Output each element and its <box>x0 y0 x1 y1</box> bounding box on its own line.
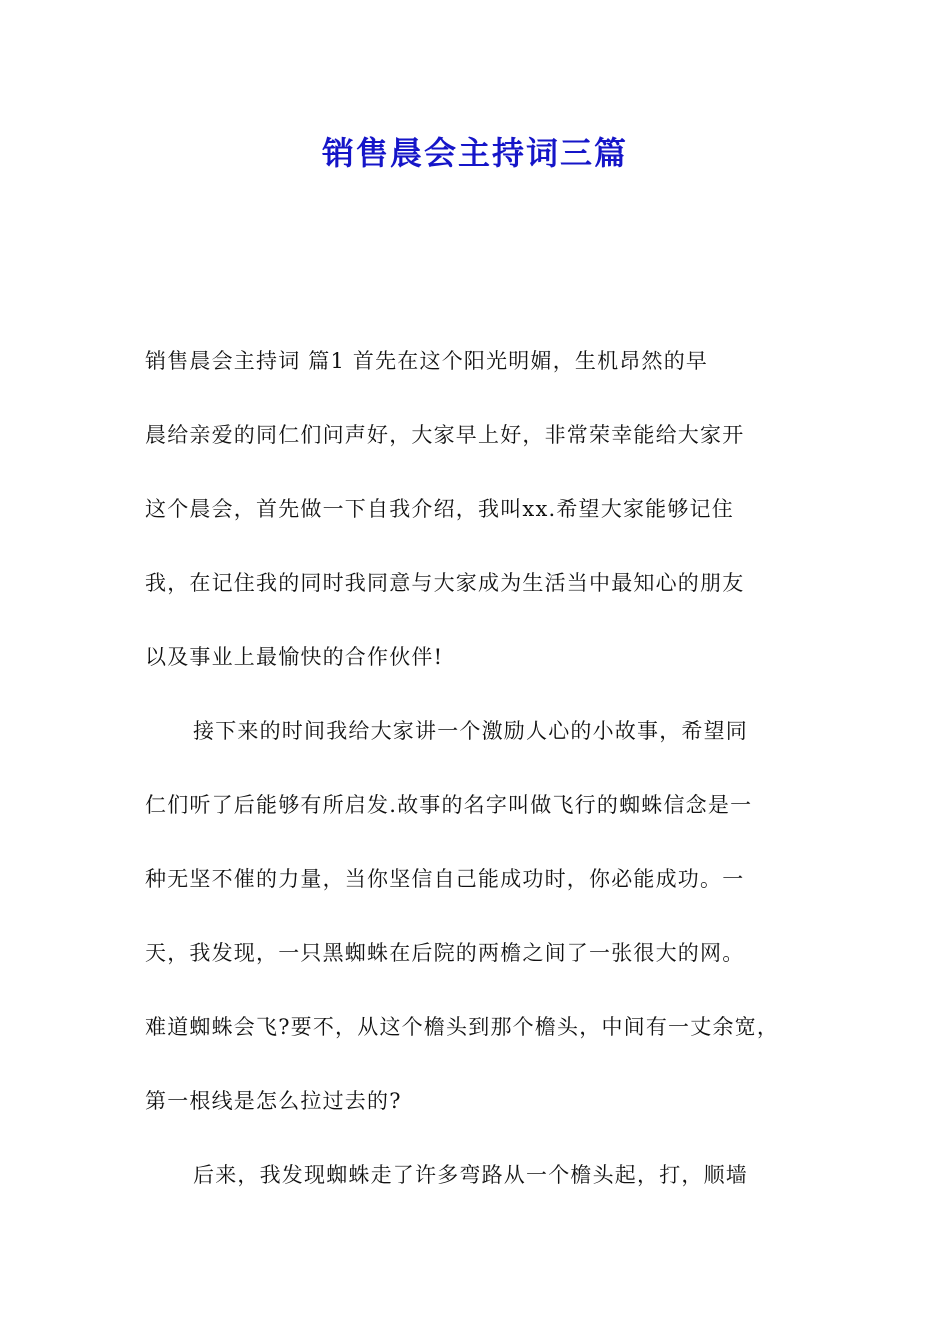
text-line: 难道蜘蛛会飞?要不，从这个檐头到那个檐头，中间有一丈余宽， <box>145 1015 780 1039</box>
text-line: 这个晨会，首先做一下自我介绍，我叫xx.希望大家能够记住 <box>145 497 734 521</box>
text-line: 我，在记住我的同时我同意与大家成为生活当中最知心的朋友 <box>145 571 745 595</box>
text-line: 晨给亲爱的同仁们问声好，大家早上好，非常荣幸能给大家开 <box>145 423 745 447</box>
text-line: 天，我发现，一只黑蜘蛛在后院的两檐之间了一张很大的网。 <box>145 941 745 965</box>
text-line: 仁们听了后能够有所启发.故事的名字叫做飞行的蜘蛛信念是一 <box>145 793 753 817</box>
text-line: 第一根线是怎么拉过去的? <box>145 1089 402 1113</box>
text-line: 接下来的时间我给大家讲一个激励人心的小故事，希望同 <box>193 719 748 743</box>
document-title: 销售晨会主持词三篇 <box>321 134 628 172</box>
document-body <box>145 336 810 1224</box>
text-line: 种无坚不催的力量，当你坚信自己能成功时，你必能成功。一 <box>145 867 745 891</box>
text-line: 以及事业上最愉快的合作伙伴! <box>145 645 444 669</box>
text-line: 后来，我发现蜘蛛走了许多弯路从一个檐头起，打，顺墙 <box>193 1163 748 1187</box>
text-line: 销售晨会主持词 篇1 首先在这个阳光明媚，生机昂然的早 <box>145 349 709 373</box>
